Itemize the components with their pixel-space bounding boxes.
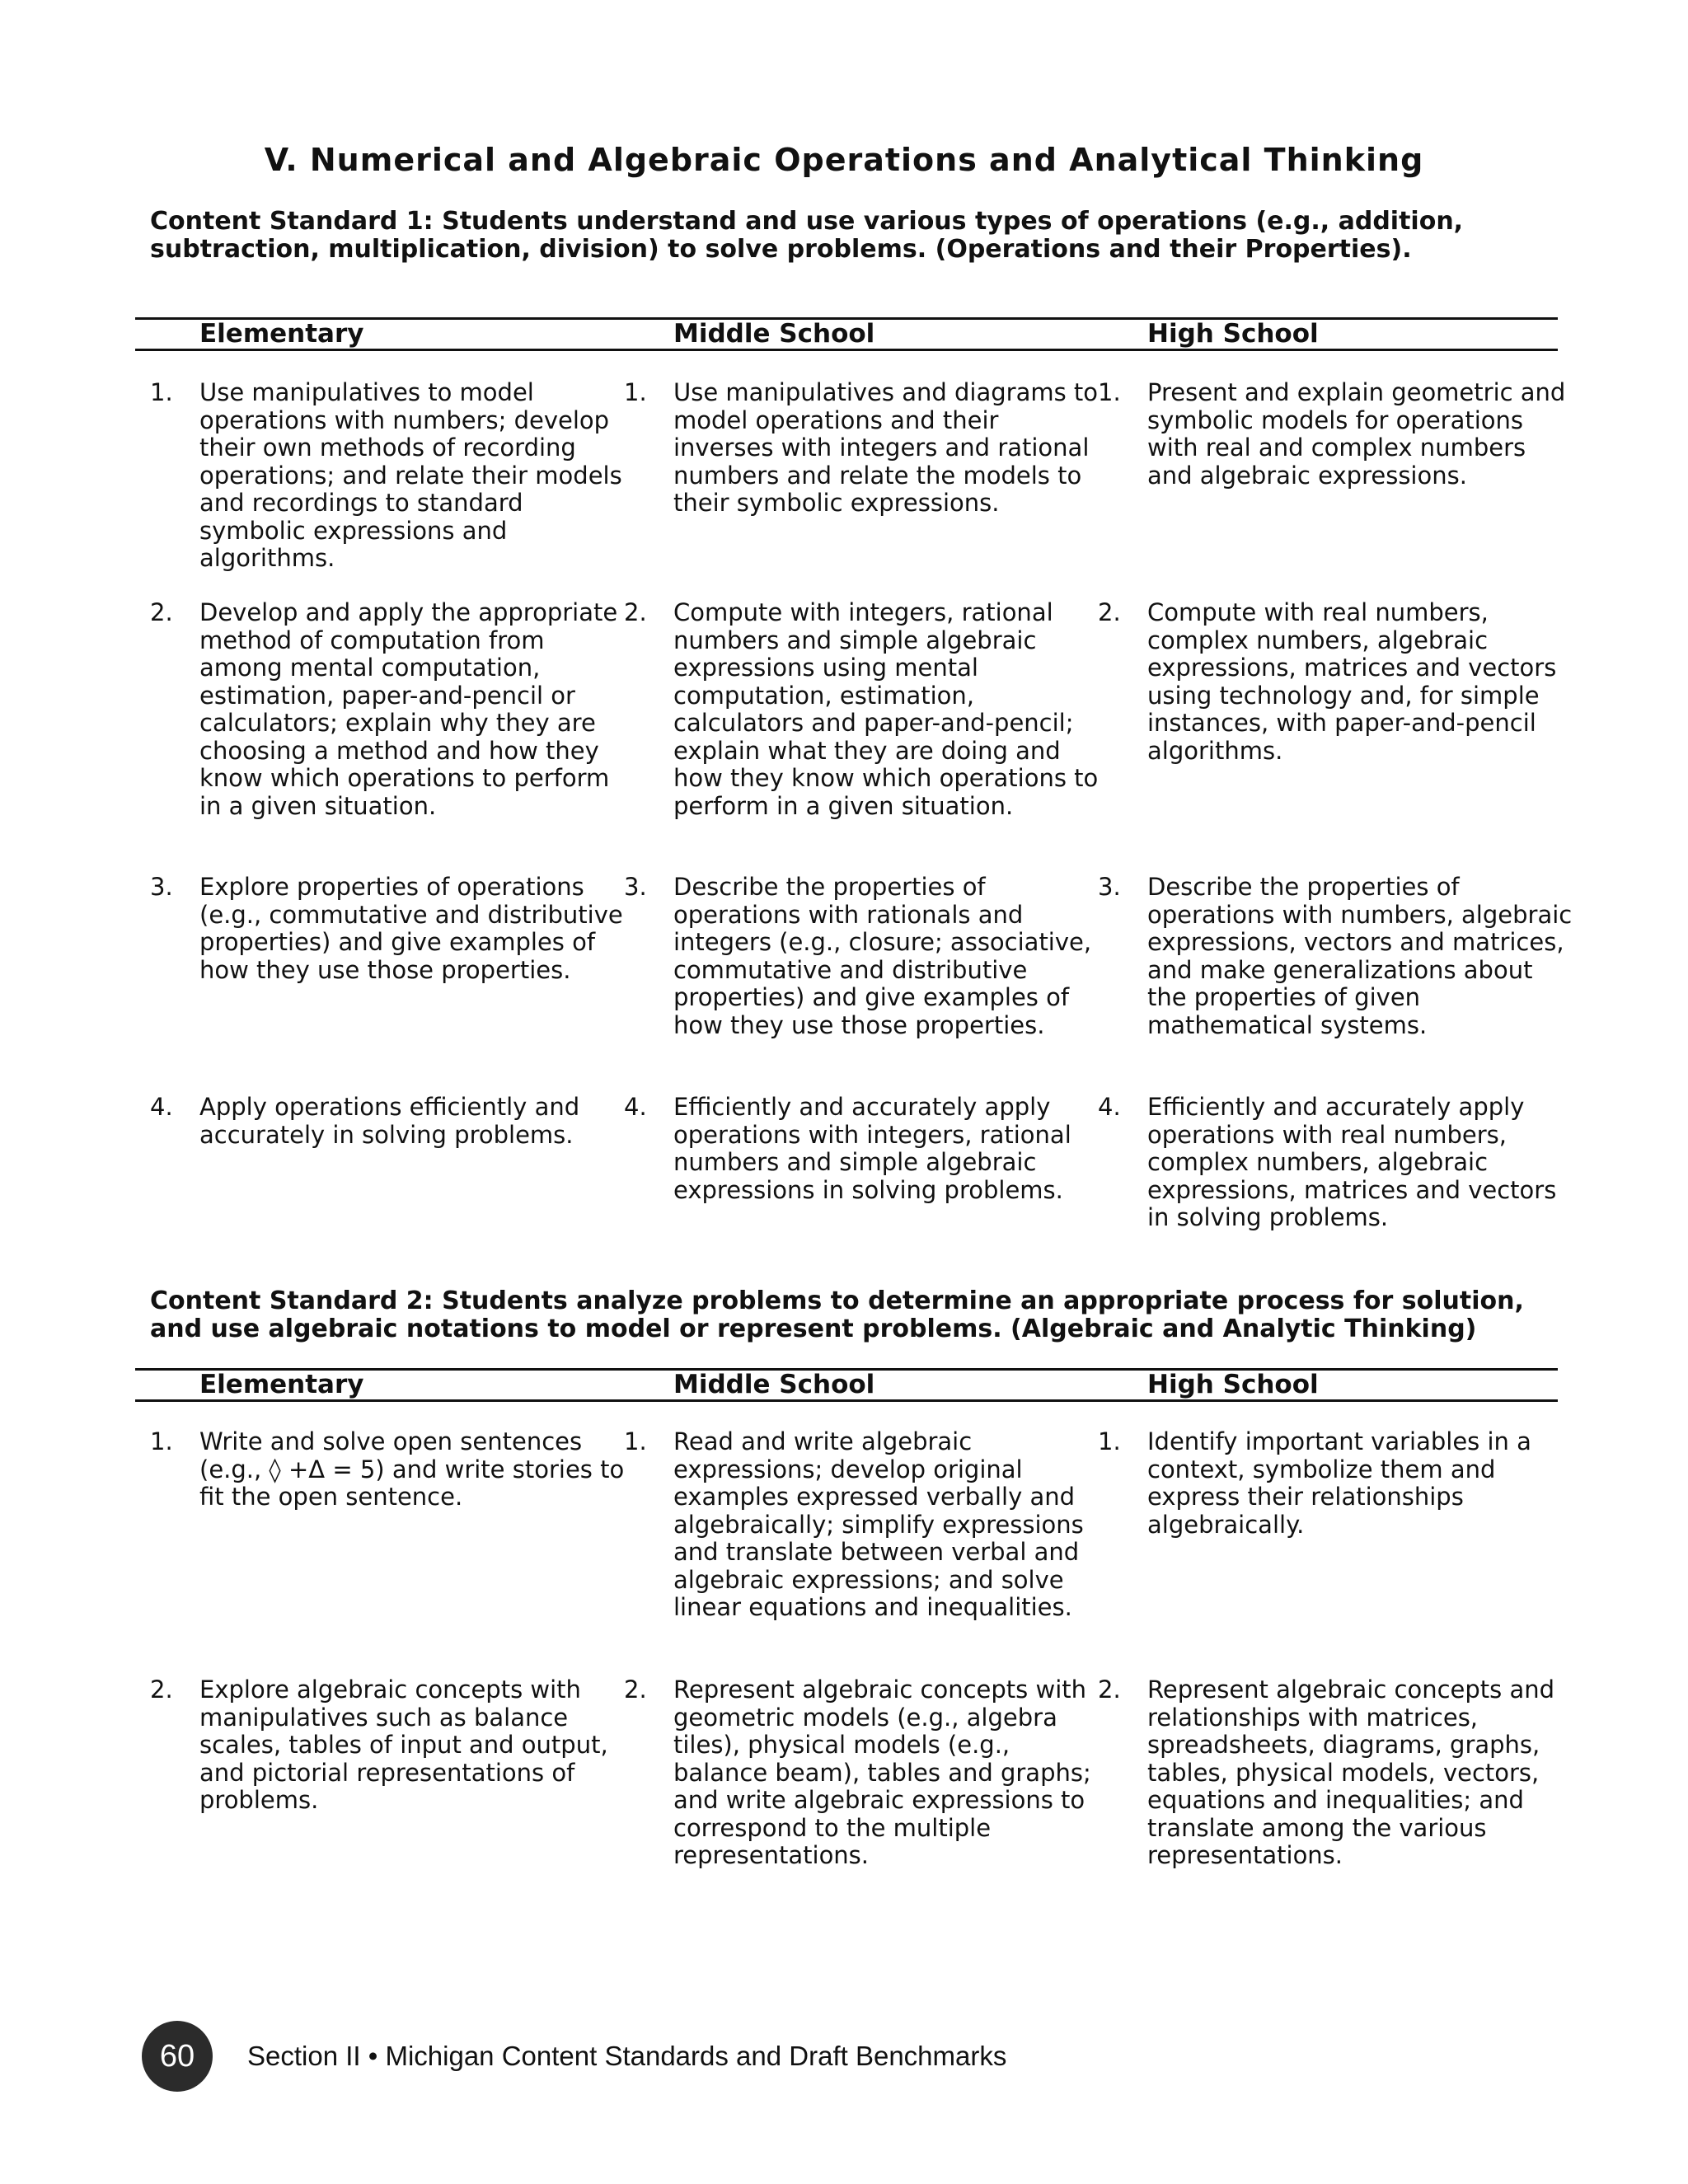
table-1-header-rule xyxy=(135,349,1558,351)
item-number: 3. xyxy=(1098,873,1121,901)
standard-1-heading: Content Standard 1: Students understand and use various types of operations (e.g., addition, subtraction, multiplication, division) to solve problems. (Operations and their Properties). xyxy=(150,207,1464,264)
item-number: 3. xyxy=(624,873,647,901)
table-2-header-rule xyxy=(135,1399,1558,1402)
item-text: Develop and apply the appropriate method of computation from among mental computation, estimation, paper-and-pencil or calculators; explain why they are choosing a method and how they know which operations to perform in a given situation. xyxy=(199,598,618,820)
item-text: Explore algebraic concepts with manipulatives such as balance scales, tables of input and output, and pictorial representations of problems. xyxy=(199,1675,608,1814)
standard-2-heading: Content Standard 2: Students analyze problems to determine an appropriate process for solution, and use algebraic notations to model or represent problems. (Algebraic and Analytic Thinking) xyxy=(150,1286,1524,1343)
item-number: 2. xyxy=(150,1675,173,1704)
item-text: Describe the properties of operations with numbers, algebraic expressions, vectors and matrices, and make generalizations about the properties of given mathematical systems. xyxy=(1147,873,1573,1039)
item-number: 2. xyxy=(1098,1675,1121,1704)
col-header-middle-school: Middle School xyxy=(673,1370,875,1399)
col-header-high-school: High School xyxy=(1147,1370,1319,1399)
item-number: 1. xyxy=(1098,378,1121,406)
item-text: Efficiently and accurately apply operations with integers, rational numbers and simple algebraic expressions in solving problems. xyxy=(673,1093,1071,1204)
item-number: 1. xyxy=(624,378,647,406)
item-text: Apply operations efficiently and accurately in solving problems. xyxy=(199,1093,580,1149)
item-text: Compute with real numbers, complex numbers, algebraic expressions, matrices and vectors using technology and, for simple instances, with paper-and-pencil algorithms. xyxy=(1147,598,1557,765)
item-number: 4. xyxy=(1098,1093,1121,1121)
item-text: Use manipulatives and diagrams to model operations and their inverses with integers and rational numbers and relate the models to their symbolic expressions. xyxy=(673,378,1099,517)
item-number: 2. xyxy=(1098,598,1121,626)
col-header-elementary: Elementary xyxy=(199,319,364,349)
item-text: Identify important variables in a context, symbolize them and express their relationships algebraically. xyxy=(1147,1427,1531,1539)
page-number-badge: 60 xyxy=(142,2021,213,2092)
page-title: V. Numerical and Algebraic Operations and Analytical Thinking xyxy=(264,142,1424,178)
item-text: Represent algebraic concepts and relationships with matrices, spreadsheets, diagrams, graphs, tables, physical models, vectors, equations and inequalities; and translate among the various representations. xyxy=(1147,1675,1555,1869)
item-number: 2. xyxy=(624,1675,647,1704)
item-text: Read and write algebraic expressions; develop original examples expressed verbally and algebraically; simplify expressions and translate between verbal and algebraic expressions; and solve linear equations and inequalities. xyxy=(673,1427,1084,1621)
item-number: 3. xyxy=(150,873,173,901)
item-text: Efficiently and accurately apply operations with real numbers, complex numbers, algebraic expressions, matrices and vectors in solving problems. xyxy=(1147,1093,1557,1231)
item-number: 1. xyxy=(150,378,173,406)
item-text: Represent algebraic concepts with geometric models (e.g., algebra tiles), physical models (e.g., balance beam), tables and graphs; and write algebraic expressions to correspond to the multiple representations. xyxy=(673,1675,1091,1869)
item-text: Write and solve open sentences (e.g., ◊ +Δ = 5) and write stories to fit the open sentence. xyxy=(199,1427,625,1511)
item-text: Describe the properties of operations with rationals and integers (e.g., closure; associative, commutative and distributive properties) and give examples of how they use those properties. xyxy=(673,873,1092,1039)
col-header-elementary: Elementary xyxy=(199,1370,364,1399)
item-number: 1. xyxy=(150,1427,173,1455)
item-number: 1. xyxy=(624,1427,647,1455)
item-number: 4. xyxy=(624,1093,647,1121)
item-text: Compute with integers, rational numbers and simple algebraic expressions using mental computation, estimation, calculators and paper-and-pencil; explain what they are doing and how they know which operations to perform in a given situation. xyxy=(673,598,1099,820)
item-text: Explore properties of operations (e.g., commutative and distributive properties) and give examples of how they use those properties. xyxy=(199,873,623,984)
item-number: 2. xyxy=(624,598,647,626)
col-header-middle-school: Middle School xyxy=(673,319,875,349)
footer-section-label: Section II • Michigan Content Standards and Draft Benchmarks xyxy=(247,2041,1007,2071)
item-number: 1. xyxy=(1098,1427,1121,1455)
item-text: Present and explain geometric and symbolic models for operations with real and complex numbers and algebraic expressions. xyxy=(1147,378,1566,490)
col-header-high-school: High School xyxy=(1147,319,1319,349)
item-text: Use manipulatives to model operations with numbers; develop their own methods of recording operations; and relate their models and recordings to standard symbolic expressions and algorithms. xyxy=(199,378,622,572)
item-number: 2. xyxy=(150,598,173,626)
item-number: 4. xyxy=(150,1093,173,1121)
